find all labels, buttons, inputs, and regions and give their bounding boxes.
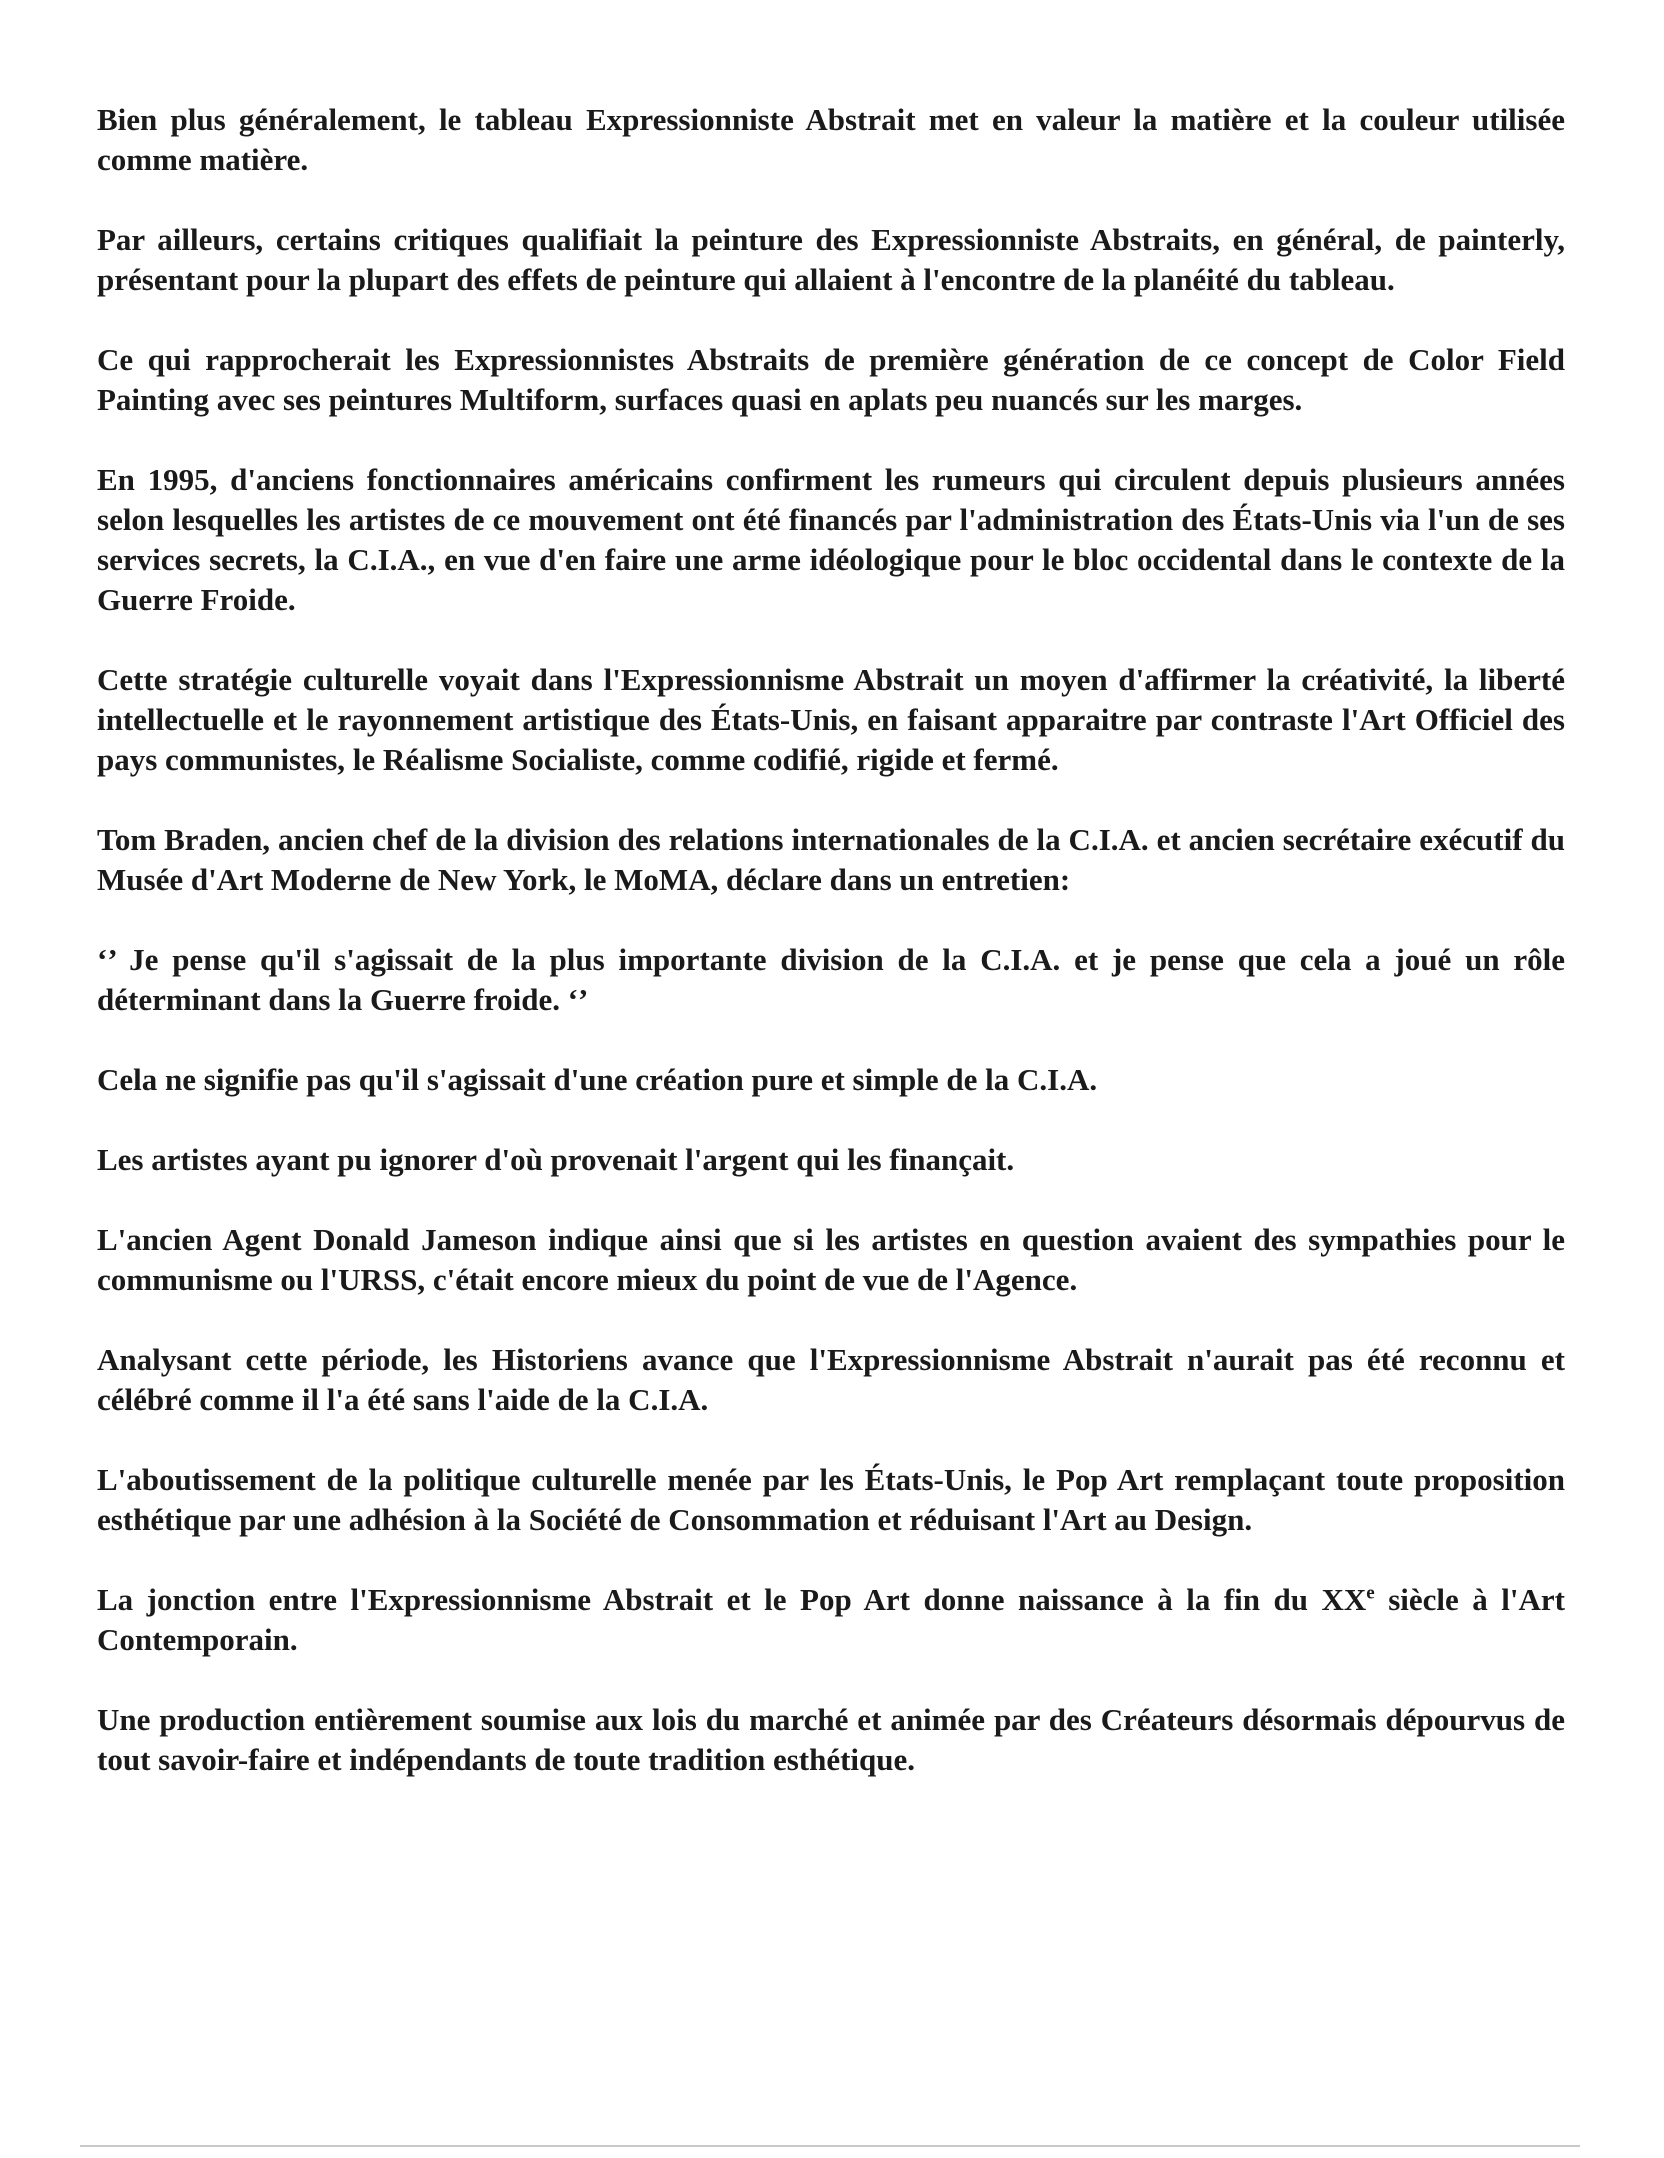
paragraph-8: Cela ne signifie pas qu'il s'agissait d'une création pure et simple de la C.I.A. — [97, 1062, 1098, 1097]
paragraph-2: Par ailleurs, certains critiques qualifiait la peinture des Expressionniste Abstraits, en général, de painterly, présentant pour la plupart des effets de peinture qui allaient à l'encontre de la planéité du tableau. — [97, 222, 1565, 297]
paragraph-5: Cette stratégie culturelle voyait dans l'Expressionnisme Abstrait un moyen d'affirmer la créativité, la liberté intellectuelle et le rayonnement artistique des États-Unis, en faisant apparaitre par contraste l'Art Officiel des pays communistes, le Réalisme Socialiste, comme codifié, rigide et fermé. — [97, 662, 1565, 777]
page-bottom-rule — [80, 2145, 1580, 2147]
paragraph-13 — [97, 1580, 1565, 1660]
paragraph-4: En 1995, d'anciens fonctionnaires américains confirment les rumeurs qui circulent depuis plusieurs années selon lesquelles les artistes de ce mouvement ont été financés par l'administration des États-Unis via l'un de ses services secrets, la C.I.A., en vue d'en faire une arme idéologique pour le bloc occidental dans le contexte de la Guerre Froide. — [97, 462, 1565, 617]
paragraph-13-text-end: siècle à l'Art Contemporain. — [97, 1582, 1565, 1657]
paragraph-13-text-start: La jonction entre l'Expressionnisme Abstrait et le Pop Art donne naissance à la fin du XX — [97, 1582, 1367, 1617]
paragraph-14: Une production entièrement soumise aux lois du marché et animée par des Créateurs désormais dépourvus de tout savoir-faire et indépendants de toute tradition esthétique. — [97, 1702, 1565, 1777]
paragraph-9: Les artistes ayant pu ignorer d'où provenait l'argent qui les finançait. — [97, 1142, 1015, 1177]
century-superscript: e — [1366, 1582, 1375, 1604]
paragraph-11: Analysant cette période, les Historiens avance que l'Expressionnisme Abstrait n'aurait pas été reconnu et célébré comme il l'a été sans l'aide de la C.I.A. — [97, 1342, 1565, 1417]
paragraph-3: Ce qui rapprocherait les Expressionnistes Abstraits de première génération de ce concept de Color Field Painting avec ses peintures Multiform, surfaces quasi en aplats peu nuancés sur les marges. — [97, 342, 1565, 417]
quote-paragraph: ‘’ Je pense qu'il s'agissait de la plus importante division de la C.I.A. et je pense que cela a joué un rôle déterminant dans la Guerre froide. ‘’ — [97, 942, 1565, 1017]
document-page — [97, 100, 1565, 1820]
paragraph-10: L'ancien Agent Donald Jameson indique ainsi que si les artistes en question avaient des sympathies pour le communisme ou l'URSS, c'était encore mieux du point de vue de l'Agence. — [97, 1222, 1565, 1297]
paragraph-6: Tom Braden, ancien chef de la division des relations internationales de la C.I.A. et ancien secrétaire exécutif du Musée d'Art Moderne de New York, le MoMA, déclare dans un entretien: — [97, 822, 1565, 897]
paragraph-1: Bien plus généralement, le tableau Expressionniste Abstrait met en valeur la matière et la couleur utilisée comme matière. — [97, 102, 1565, 177]
paragraph-12: L'aboutissement de la politique culturelle menée par les États-Unis, le Pop Art remplaçant toute proposition esthétique par une adhésion à la Société de Consommation et réduisant l'Art au Design. — [97, 1462, 1565, 1537]
